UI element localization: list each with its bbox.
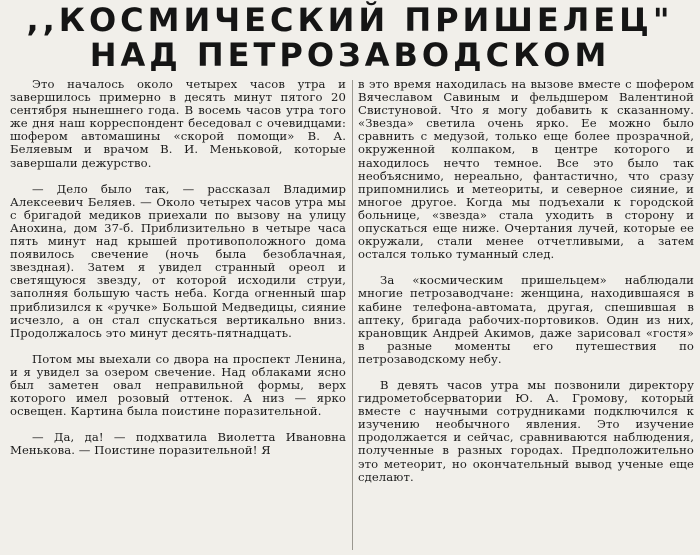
paragraph-conclusion: В девять часов утра мы позвонили директору гидрометобсерватории Ю. А. Громову, который вместе с научными сотрудниками подключился к изучению необычного явления. Это изучение продолжается и сейчас, сравниваются наблюдения, полученные в разных городах. Предположительно это метеорит, но окончательный вывод ученые еще сделают. [358, 377, 694, 484]
column-divider [352, 80, 353, 550]
article-headline [0, 2, 700, 72]
headline-line-2: НАД ПЕТРОЗАВОДСКОМ [89, 36, 611, 74]
paragraph-observers: За «космическим пришельцем» наблюдали многие петрозаводчане: женщина, находившаяся в кабине телефона-автомата, другая, спешившая в аптеку, бригада рабочих-портовиков. Один из них, крановщик Андрей Акимов, даже зарисовал «гостя» в разные моменты его путешествия по петрозаводскому небу. [358, 273, 694, 366]
right-column [358, 78, 694, 484]
paragraph-belyaev-account: — Дело было так, — рассказал Владимир Алексеевич Беляев. — Около четырех часов утра мы с бригадой медиков приехали по вызову на улицу Анохина, дом 37-б. Приблизительно в четыре часа пять минут над крышей противоположного дома появилось свечение (ночь была безоблачная, звездная). Затем я увидел странный ореол и светящуюся звезду, от которой исходили струи, заполняя большую часть неба. Когда огненный шар приблизился к «ручке» Большой Медведицы, сияние исчезло, а он стал спускаться вертикально вниз. Продолжалось это минут десять-пятнадцать. [10, 181, 346, 340]
paragraph-intro: Это началось около четырех часов утра и завершилось примерно в десять минут пятого 20 сентября нынешнего года. В восемь часов утра того же дня наш корреспондент беседовал с очевидцами: шофером автомашины «скорой помощи» В. А. Беляевым и врачом В. И. Меньковой, которые завершали дежурство. [10, 77, 346, 170]
paragraph-menkova-start: — Да, да! — подхватила Виолетта Ивановна Менькова. — Поистине поразительной! Я [10, 430, 346, 458]
paragraph-menkova-continued: в это время находилась на вызове вместе с шофером Вячеславом Савиным и фельдшером Валентиной Свистуновой. Что я могу добавить к сказанному. «Звезда» светила очень ярко. Ее можно было сравнить с медузой, только еще более прозрачной, окруженной колпаком, в центре которого и находилось нечто темное. Все это было так необъяснимо, нереально, фантастично, что сразу припомнились и метеориты, и северное сияние, и многое другое. Когда мы подъехали к городской больнице, «звезда» стала уходить в сторону и опускаться еще ниже. Очертания лучей, которые ее окружали, стали менее отчетливыми, а затем остался только туманный след. [358, 77, 694, 262]
headline-line-1: ,,КОСМИЧЕСКИЙ ПРИШЕЛЕЦ" [26, 1, 674, 39]
paragraph-lake-glow: Потом мы выехали со двора на проспект Ленина, и я увидел за озером свечение. Над облаками ясно был заметен овал неправильной формы, верх которого имел розовый оттенок. А низ — ярко освещен. Картина была поистине поразительной. [10, 351, 346, 419]
left-column [10, 78, 346, 457]
